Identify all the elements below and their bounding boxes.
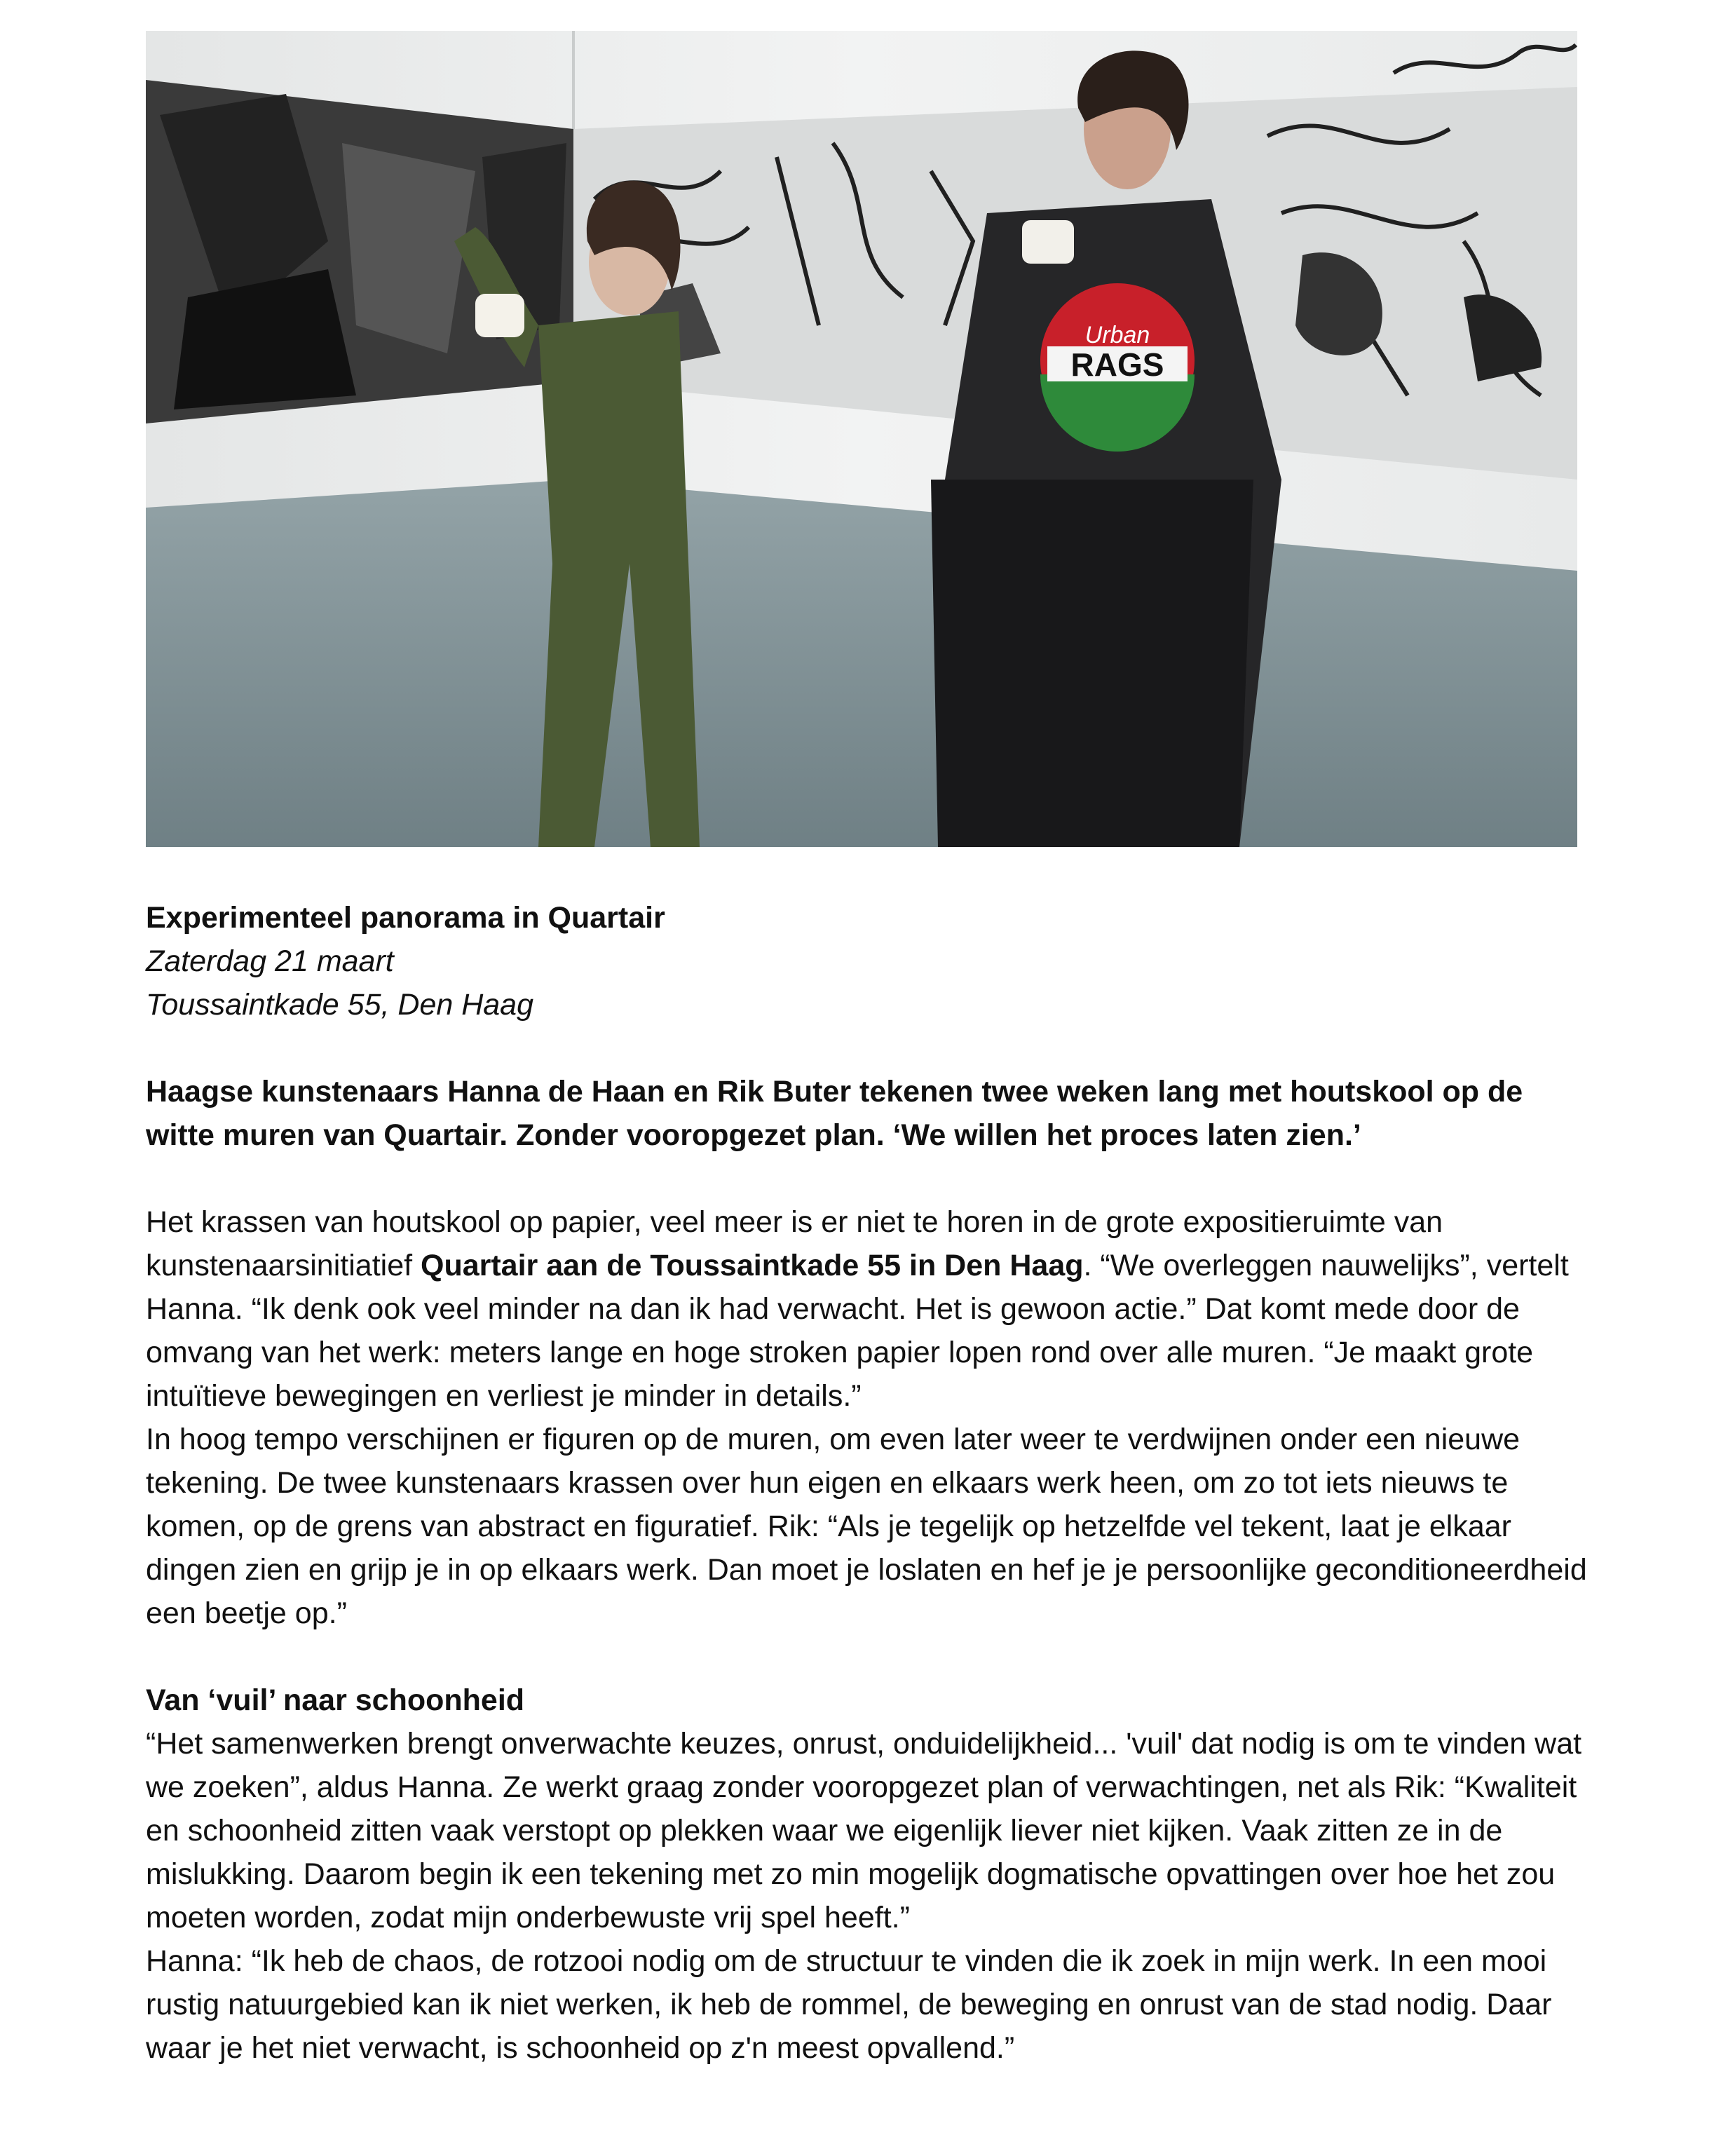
article	[146, 896, 1590, 2070]
article-title: Experimenteel panorama in Quartair	[146, 901, 665, 935]
article-photo	[146, 31, 1577, 847]
paragraph-2: In hoog tempo verschijnen er figuren op de muren, om even later weer te verdwijnen onder een nieuwe tekening. De twee kunstenaars krassen over hun eigen en elkaars werk heen, om zo tot iets nieuws te komen, op de grens van abstract en figuratief. Rik: “Als je tegelijk op hetzelfde vel tekent, laat je elkaar dingen zien en grijp je in op elkaars werk. Dan moet je loslaten en hef je je persoonlijke geconditioneerdheid een beetje op.”	[146, 1423, 1587, 1630]
paragraph-1-text-cont: . “We overleggen nauwelijks”, vertelt Hanna. “Ik denk ook veel minder na dan ik had verwacht. Het is gewoon actie.” Dat komt mede door de omvang van het werk: meters lange en hoge stroken papier lopen rond over alle muren. “Je maakt grote intuïtieve bewegingen en verliest je minder in details.”	[146, 1249, 1569, 1413]
logo-text-top: Urban	[1084, 322, 1150, 348]
logo-text-main: RAGS	[1070, 346, 1164, 383]
paragraph-1	[146, 1200, 1590, 1418]
article-intro: Haagse kunstenaars Hanna de Haan en Rik Buter tekenen twee weken lang met houtskool op de witte muren van Quartair. Zonder vooropgezet plan. ‘We willen het proces laten zien.’	[146, 1075, 1523, 1152]
venue-highlight: Quartair aan de Toussaintkade 55 in Den Haag	[421, 1249, 1084, 1282]
paragraph-3: “Het samenwerken brengt onverwachte keuzes, onrust, onduidelijkheid... 'vuil' dat nodig is om te vinden wat we zoeken”, aldus Hanna. Ze werkt graag zonder vooropgezet plan of verwachtingen, net als Rik: “Kwaliteit en schoonheid zitten vaak verstopt op plekken waar we eigenlijk liever niet kijken. Vaak zitten ze in de mislukking. Daarom begin ik een tekening met zo min mogelijk dogmatische opvattingen over hoe het zou moeten worden, zodat mijn onderbewuste vrij spel heeft.”	[146, 1727, 1582, 1934]
paragraph-4: Hanna: “Ik heb de chaos, de rotzooi nodig om de structuur te vinden die ik zoek in mijn werk. In een mooi rustig natuurgebied kan ik niet werken, ik heb de rommel, de beweging en onrust van de stad nodig. Daar waar je het niet verwacht, is schoonheid op z'n meest opvallend.”	[146, 1944, 1552, 2065]
paragraph-1-text: Het krassen van houtskool op papier, veel meer is er niet te horen in de grote expositieruimte van kunstenaarsinitiatief	[146, 1205, 1443, 1282]
event-date: Zaterdag 21 maart	[146, 944, 394, 978]
subheading: Van ‘vuil’ naar schoonheid	[146, 1683, 525, 1717]
event-address: Toussaintkade 55, Den Haag	[146, 988, 534, 1022]
